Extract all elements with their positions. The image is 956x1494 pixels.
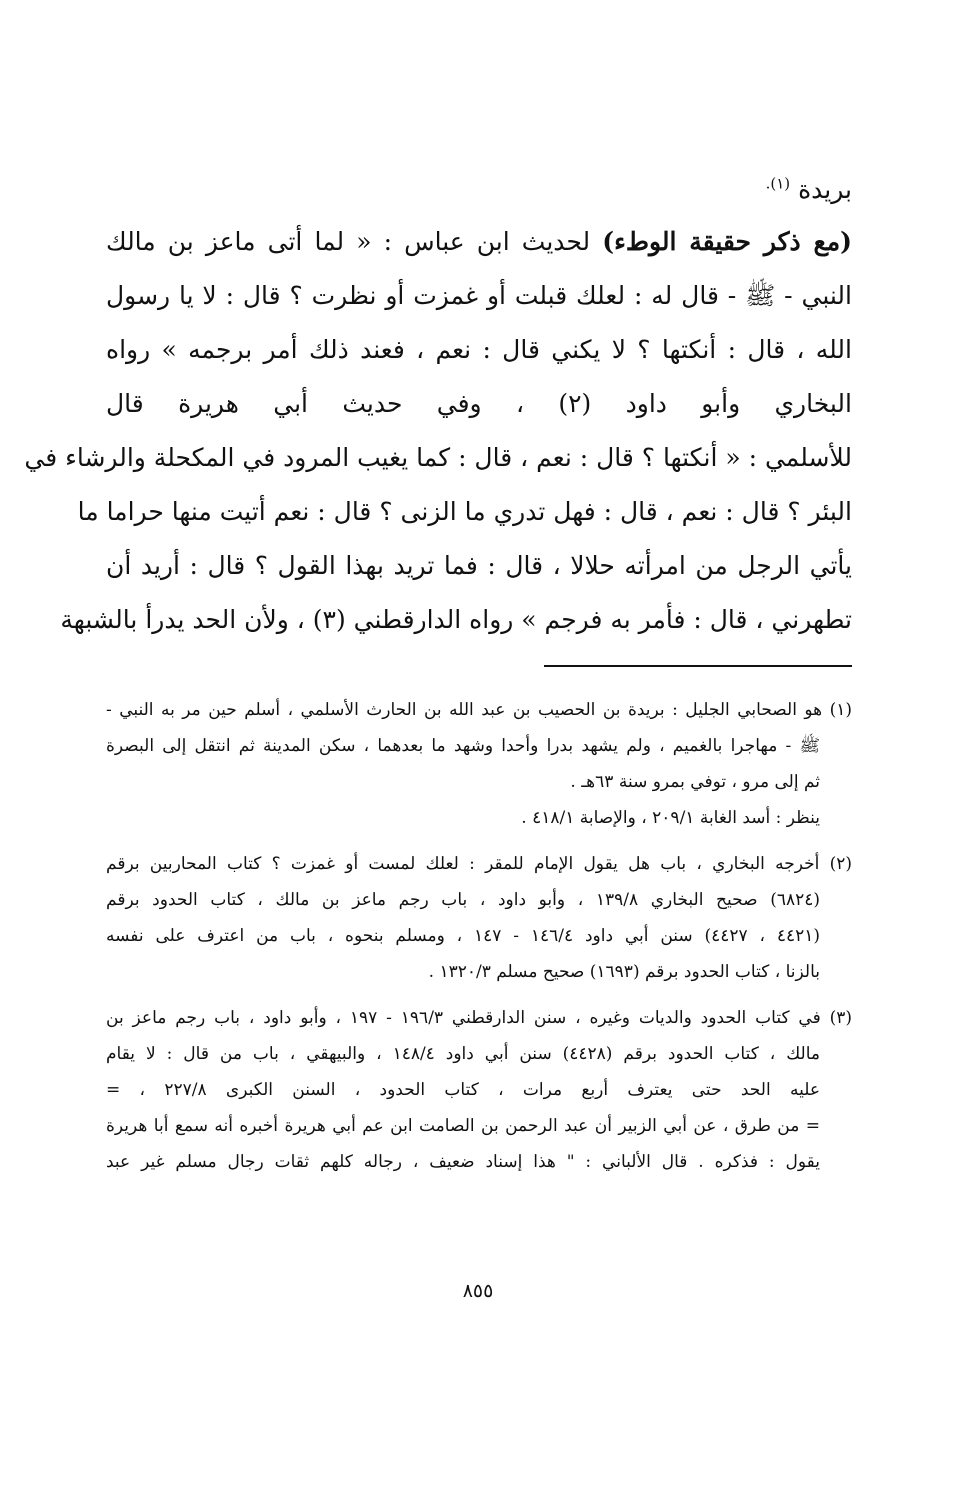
footnote-2-line-3: (٤٤٢١ ، ٤٤٢٧) سنن أبي داود ١٤٦/٤ - ١٤٧ ، ومسلم بنحوه ، باب من اعترف على نفسه xyxy=(106,926,820,946)
body-line-7: يأتي الرجل من امرأته حلالا ، قال : فما تريد بهذا القول ؟ قال : أريد أن xyxy=(106,551,852,580)
footnote-separator xyxy=(544,665,852,667)
footnote-2-line-4: بالزنا ، كتاب الحدود برقم (١٦٩٣) صحيح مسلم ١٣٢٠/٣ . xyxy=(428,962,820,982)
lead-word: بريدة xyxy=(798,175,852,204)
footnote-1 xyxy=(106,692,852,836)
section-heading: (مع ذكر حقيقة الوطء) xyxy=(602,227,853,256)
footnote-gap xyxy=(106,836,852,846)
footnote-1-line-1: (١) هو الصحابي الجليل : بريدة بن الحصيب بن عبد الله بن الحارث الأسلمي ، أسلم حين مر به النبي - xyxy=(106,700,852,720)
footnote-1-line-4: ينظر : أسد الغابة ٢٠٩/١ ، والإصابة ٤١٨/١ . xyxy=(521,808,820,828)
footnotes xyxy=(106,692,852,1180)
footnote-ref-1: (١). xyxy=(765,174,791,193)
footnote-3-line-5: يقول : فذكره . قال الألباني : " هذا إسناد ضعيف ، رجاله كلهم ثقات رجال مسلم غير عبد xyxy=(106,1152,820,1172)
body-line-1 xyxy=(106,226,852,280)
body-line-5: للأسلمي : « أنكتها ؟ قال : نعم ، قال : كما يغيب المرود في المكحلة والرشاء في xyxy=(24,443,852,472)
footnote-3-line-4: = من طرق ، عن أبي الزبير أن عبد الرحمن بن الصامت ابن عم أبي هريرة أخبره أنه سمع أبا هريرة xyxy=(106,1116,820,1136)
footnote-2-line-2: (٦٨٢٤) صحيح البخاري ١٣٩/٨ ، وأبو داود ، باب رجم ماعز بن مالك ، كتاب الحدود برقم xyxy=(106,890,820,910)
footnote-gap xyxy=(106,990,852,1000)
footnote-1-line-3: ثم إلى مرو ، توفي بمرو سنة ٦٣هـ . xyxy=(570,772,820,792)
footnote-3-line-1: (٣) في كتاب الحدود والديات وغيره ، سنن الدارقطني ١٩٦/٣ - ١٩٧ ، وأبو داود ، باب رجم ماعز بن xyxy=(106,1008,852,1028)
body-line-6: البئر ؟ قال : نعم ، قال : فهل تدري ما الزنى ؟ قال : نعم أتيت منها حراما ما xyxy=(77,497,852,526)
footnote-2-line-1: (٢) أخرجه البخاري ، باب هل يقول الإمام للمقر : لعلك لمست أو غمزت ؟ كتاب المحاربين برقم xyxy=(106,854,852,874)
body-line-3: الله ، قال : أنكتها ؟ لا يكني قال : نعم ، فعند ذلك أمر برجمه » رواه xyxy=(106,335,852,364)
footnote-2 xyxy=(106,846,852,990)
body-line-8: تطهرني ، قال : فأمر به فرجم » رواه الدارقطني (٣) ، ولأن الحد يدرأ بالشبهة xyxy=(60,605,852,634)
footnote-3-line-2: مالك ، كتاب الحدود برقم (٤٤٢٨) سنن أبي داود ١٤٨/٤ ، والبيهقي ، باب من قال : لا يقام xyxy=(106,1044,820,1064)
lead-line xyxy=(766,172,852,208)
footnote-1-line-2: ﷺ - مهاجرا بالغميم ، ولم يشهد بدرا وأحدا وشهد ما بعدهما ، سكن المدينة ثم انتقل إلى البصرة xyxy=(106,736,820,756)
page-number: ٨٥٥ xyxy=(462,1280,494,1302)
body-line-2: النبي - ﷺ - قال له : لعلك قبلت أو غمزت أو نظرت ؟ قال : لا يا رسول xyxy=(106,281,852,310)
main-text xyxy=(24,226,853,658)
footnote-3-line-3: عليه الحد حتى يعترف أربع مرات ، كتاب الحدود ، السنن الكبرى ٢٢٧/٨ ، = xyxy=(106,1080,820,1100)
body-line-1-text: لحديث ابن عباس : « لما أتى ماعز بن مالك xyxy=(106,227,603,256)
body-line-4: البخاري وأبو داود (٢) ، وفي حديث أبي هريرة قال xyxy=(106,389,852,418)
footnote-3 xyxy=(106,1000,852,1180)
